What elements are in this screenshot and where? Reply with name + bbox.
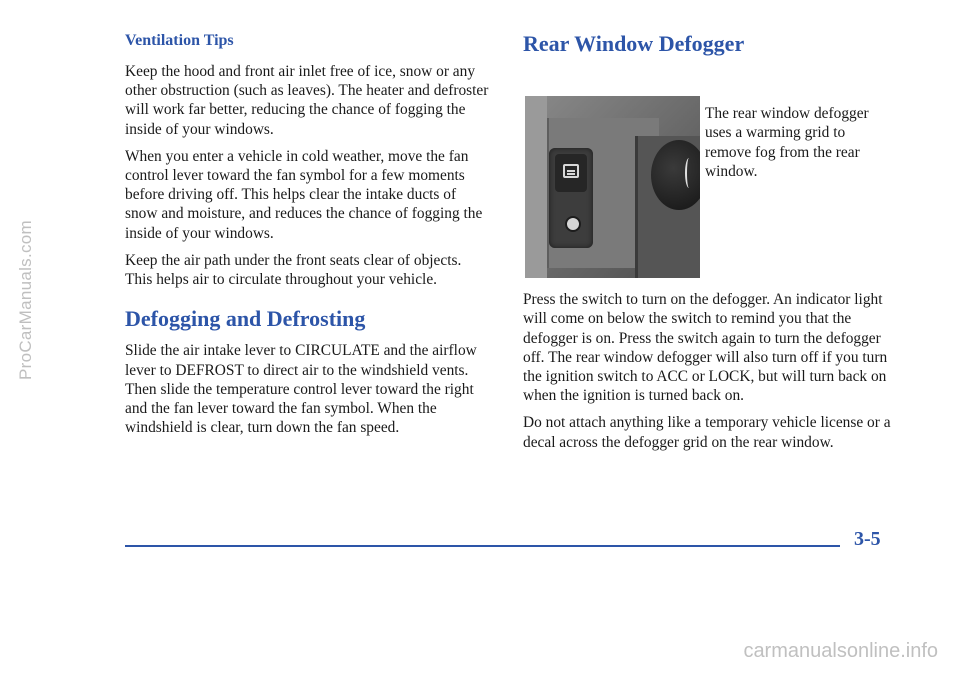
side-watermark (14, 40, 38, 560)
knob-marking-icon (685, 158, 693, 188)
bottom-watermark: carmanualsonline.info (743, 640, 938, 662)
defogger-paragraph: Do not attach anything like a temporary vehicle license or a decal across the defogger grid on the rear window. (523, 414, 891, 451)
ventilation-tips-heading: Ventilation Tips (125, 32, 234, 49)
defogging-defrosting-heading: Defogging and Defrosting (125, 306, 366, 332)
ventilation-paragraph: Keep the air path under the front seats clear of objects. This helps air to circulate throughout your vehicle. (125, 251, 462, 289)
page-number: 3-5 (854, 528, 881, 550)
defogger-intro-paragraph: The rear window defogger uses a warming grid to remove fog from the rear window. (705, 105, 869, 180)
rear-window-defogger-heading: Rear Window Defogger (523, 31, 745, 56)
ventilation-paragraph: When you enter a vehicle in cold weather, move the fan control lever toward the fan symbol for a few moments before driving off. This helps clear the intake ducts of snow and moisture, and reduces the chance of fogging the inside of your windows. (125, 147, 483, 242)
ventilation-paragraph: Keep the hood and front air inlet free of ice, snow or any other obstruction (such as leaves). The heater and defroster will work far better, reducing the chance of fogging the inside of your windows. (125, 63, 489, 138)
defogger-figure-block (523, 66, 898, 282)
footer-rule (125, 545, 840, 547)
side-watermark-text: ProCarManuals.com (16, 219, 36, 381)
defogger-paragraph: Press the switch to turn on the defogger. An indicator light will come on below the switch to remind you that the defogger is on. Press the switch again to turn the defogger off. The rear window defogger will also turn off if you turn the ignition switch to ACC or LOCK, but will turn back on when the ignition is turned back on. (523, 291, 888, 405)
rear-defrost-icon (563, 164, 579, 178)
defogger-intro-text (705, 104, 895, 181)
left-column (125, 32, 490, 445)
photo-dash-strip (525, 96, 547, 278)
defogging-paragraph: Slide the air intake lever to CIRCULATE and the airflow lever to DEFROST to direct air to the windshield vents. Then slide the temperature control lever toward the right and the fan lever toward the fan symbol. When the windshield is clear, turn down the fan speed. (125, 342, 477, 437)
right-column (523, 32, 898, 460)
defogger-switch-photo (525, 96, 700, 278)
